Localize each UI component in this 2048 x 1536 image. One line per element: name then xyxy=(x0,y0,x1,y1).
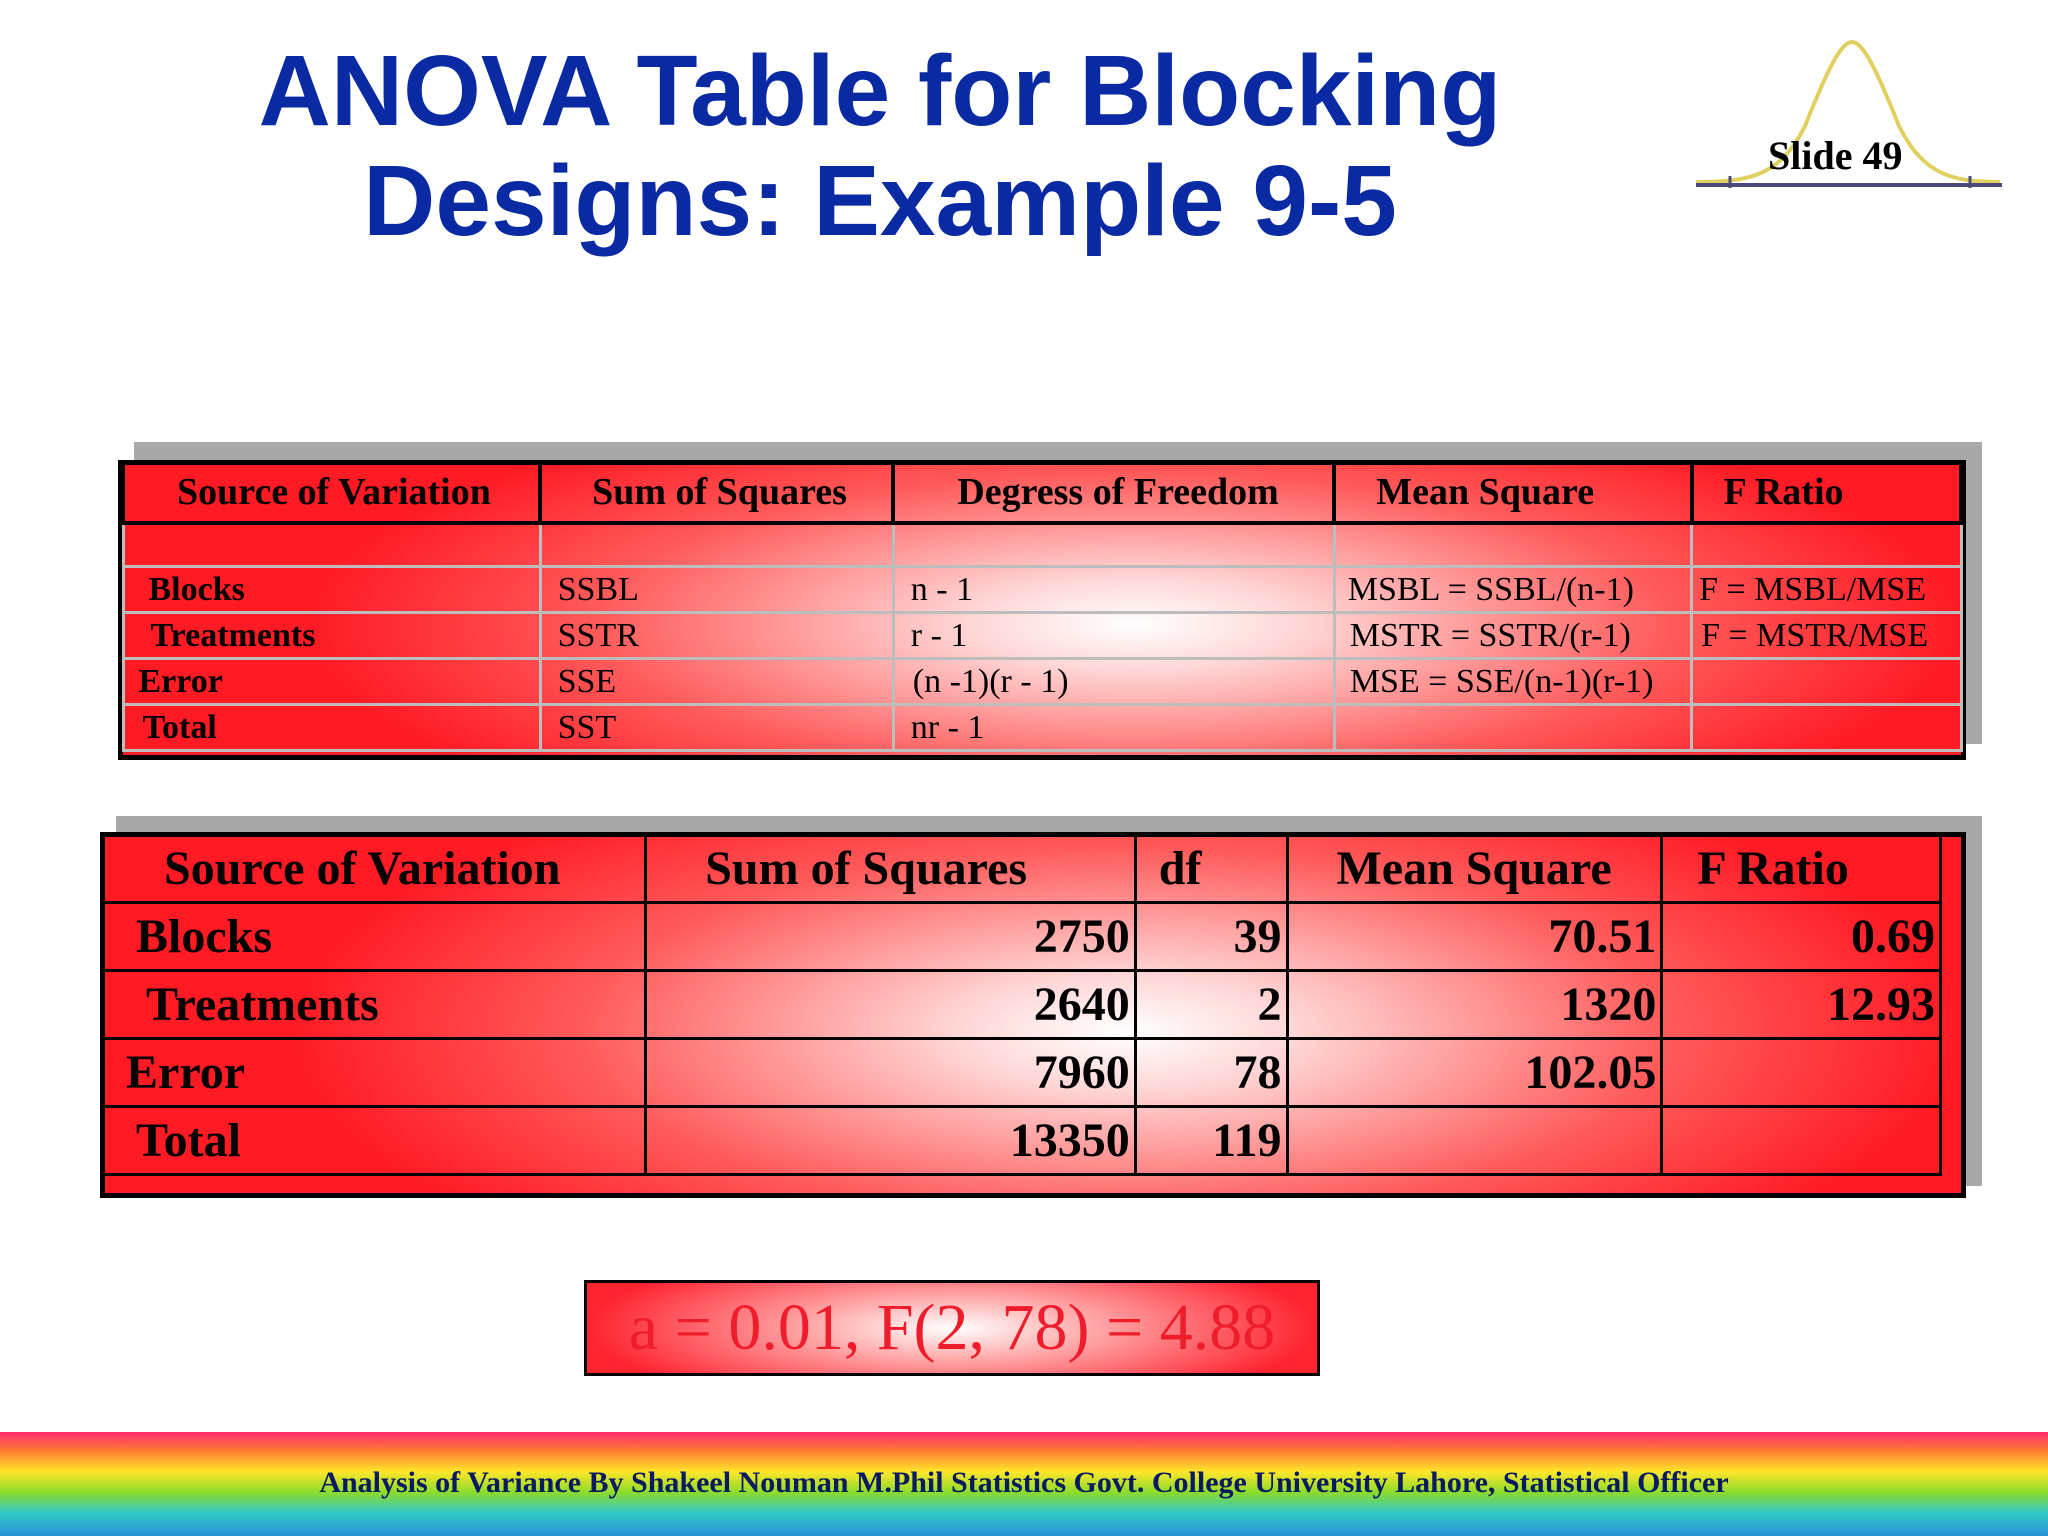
table2-header-ms: Mean Square xyxy=(1287,836,1662,903)
table1-cell-df: nr - 1 xyxy=(893,705,1334,751)
anova-formula-grid xyxy=(121,463,1963,752)
table2-cell-f xyxy=(1662,1039,1941,1107)
table2-cell-ss: 13350 xyxy=(646,1107,1136,1175)
slide-number: Slide 49 xyxy=(1768,133,1903,178)
table1-cell-ms: MSTR = SSTR/(r-1) xyxy=(1334,613,1691,659)
table1-spacer-row xyxy=(123,523,1961,567)
table1-cell-source: Treatments xyxy=(123,613,540,659)
table2-header-ss: Sum of Squares xyxy=(646,836,1136,903)
footer-credit: Analysis of Variance By Shakeel Nouman M.Phil Statistics Govt. College University Lahore, Statistical Officer xyxy=(319,1466,1729,1499)
table1-cell-df: (n -1)(r - 1) xyxy=(893,659,1334,705)
table2-cell-df: 119 xyxy=(1135,1107,1287,1175)
table1-header-ms: Mean Square xyxy=(1334,463,1691,523)
table1-cell-ss: SSE xyxy=(540,659,893,705)
critical-value-box xyxy=(584,1280,1320,1376)
table2-cell-ms xyxy=(1287,1107,1662,1175)
table2-cell-source: Treatments xyxy=(104,971,646,1039)
table1-cell-source: Blocks xyxy=(123,567,540,613)
table-row xyxy=(104,971,1941,1039)
table-row xyxy=(123,659,1961,705)
slide-title-line-2: Designs: Example 9-5 xyxy=(363,145,1397,257)
table2-cell-ms: 1320 xyxy=(1287,971,1662,1039)
table1-header-row xyxy=(123,463,1961,523)
table2-cell-source: Total xyxy=(104,1107,646,1175)
table1-cell-ms: MSBL = SSBL/(n-1) xyxy=(1334,567,1691,613)
table2-cell-f: 12.93 xyxy=(1662,971,1941,1039)
table2-cell-df: 39 xyxy=(1135,903,1287,971)
slide-title-line-1: ANOVA Table for Blocking xyxy=(258,35,1502,147)
table2-cell-source: Error xyxy=(104,1039,646,1107)
table1-header-source: Source of Variation xyxy=(123,463,540,523)
table2-cell-f xyxy=(1662,1107,1941,1175)
table1-cell-source: Total xyxy=(123,705,540,751)
critical-value-text: a = 0.01, F(2, 78) = 4.88 xyxy=(628,1291,1276,1364)
table2-cell-ms: 102.05 xyxy=(1287,1039,1662,1107)
table-row xyxy=(104,1107,1941,1175)
table-row xyxy=(123,613,1961,659)
table1-cell-ms xyxy=(1334,705,1691,751)
table2-cell-ms: 70.51 xyxy=(1287,903,1662,971)
table2-cell-df: 2 xyxy=(1135,971,1287,1039)
anova-results-grid xyxy=(104,836,1942,1176)
table-row xyxy=(104,1039,1941,1107)
table2-cell-df: 78 xyxy=(1135,1039,1287,1107)
table1-cell-ms: MSE = SSE/(n-1)(r-1) xyxy=(1334,659,1691,705)
table2-header-df: df xyxy=(1135,836,1287,903)
table2-cell-ss: 7960 xyxy=(646,1039,1136,1107)
slide-title xyxy=(130,36,1630,256)
table1-cell-ss: SSBL xyxy=(540,567,893,613)
slide-number-badge xyxy=(1690,36,2010,196)
table1-cell-f xyxy=(1692,705,1961,751)
table-row xyxy=(104,903,1941,971)
table1-cell-f: F = MSBL/MSE xyxy=(1692,567,1961,613)
table2-cell-ss: 2640 xyxy=(646,971,1136,1039)
table2-cell-f: 0.69 xyxy=(1662,903,1941,971)
table1-cell-f xyxy=(1692,659,1961,705)
table-row xyxy=(123,567,1961,613)
table1-header-ss: Sum of Squares xyxy=(540,463,893,523)
table1-cell-source: Error xyxy=(123,659,540,705)
table1-cell-f: F = MSTR/MSE xyxy=(1692,613,1961,659)
table2-header-source: Source of Variation xyxy=(104,836,646,903)
table1-header-f: F Ratio xyxy=(1692,463,1961,523)
table2-header-row xyxy=(104,836,1941,903)
table1-cell-df: n - 1 xyxy=(893,567,1334,613)
table1-cell-ss: SSTR xyxy=(540,613,893,659)
table2-cell-ss: 2750 xyxy=(646,903,1136,971)
table1-cell-ss: SST xyxy=(540,705,893,751)
table1-header-df: Degress of Freedom xyxy=(893,463,1334,523)
table2-cell-source: Blocks xyxy=(104,903,646,971)
table1-cell-df: r - 1 xyxy=(893,613,1334,659)
table2-header-f: F Ratio xyxy=(1662,836,1941,903)
table-row xyxy=(123,705,1961,751)
